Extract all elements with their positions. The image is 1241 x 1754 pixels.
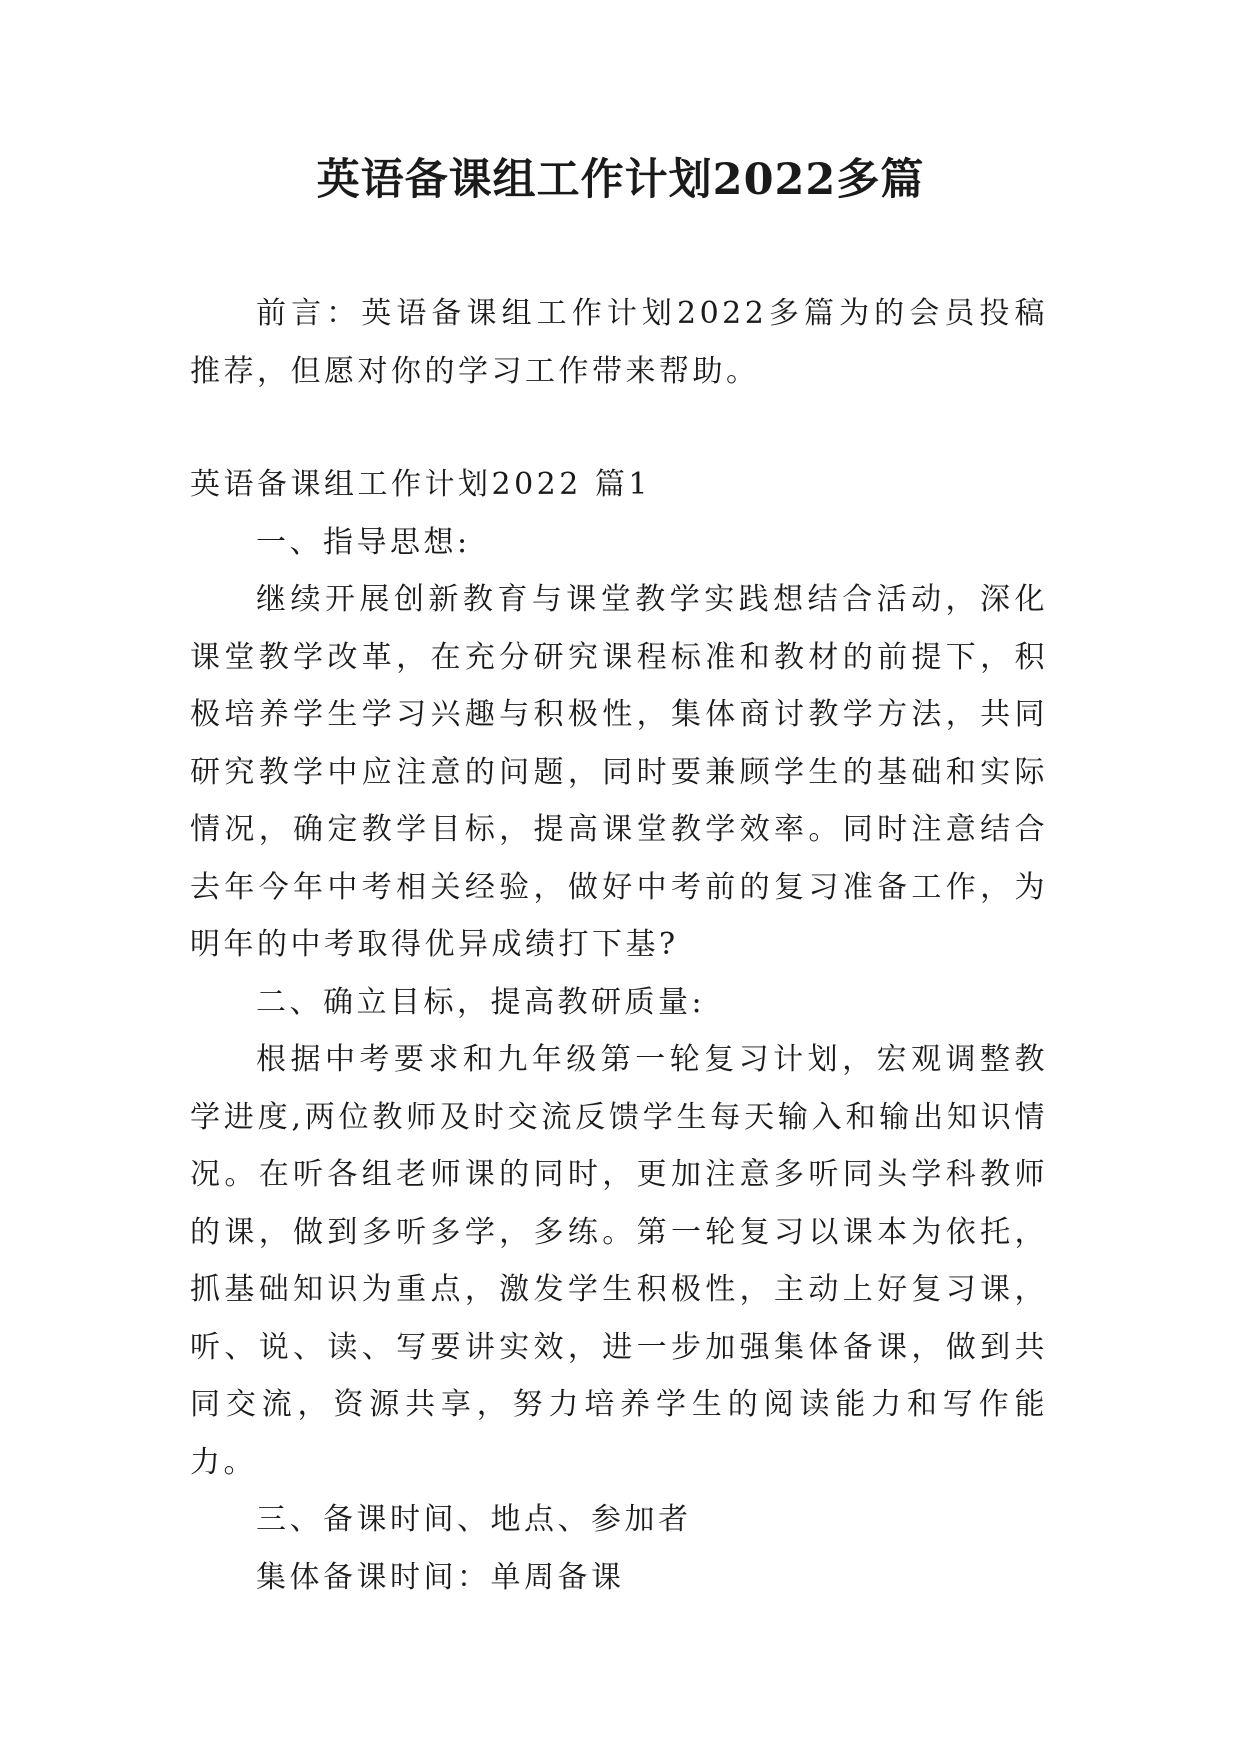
heading-goals: 二、确立目标，提高教研质量: [256,984,706,1020]
intro-paragraph: 前言：英语备课组工作计划2022多篇为的会员投稿推荐，但愿对你的学习工作带来帮助。 [190,296,1048,389]
paragraph-goals: 根据中考要求和九年级第一轮复习计划，宏观调整教学进度,两位教师及时交流反馈学生每天输入和输出知识情况。在听各组老师课的同时，更加注意多听同头学科教师的课，做到多听多学，多练。第一轮复习以课本为依托，抓基础知识为重点，激发学生积极性，主动上好复习课，听、说、读、写要讲实效，进一步加强集体备课，做到共同交流，资源共享，努力培养学生的阅读能力和写作能力。 [190,1042,1048,1480]
heading-guiding-thought: 一、指导思想: [256,524,471,560]
heading-schedule: 三、备课时间、地点、参加者 [256,1502,692,1537]
document-title: 英语备课组工作计划2022多篇 [316,155,925,205]
document-body [190,285,1048,1606]
section-heading: 英语备课组工作计划2022 篇1 [190,467,651,502]
paragraph-schedule: 集体备课时间：单周备课 [256,1559,625,1595]
paragraph-guiding-thought: 继续开展创新教育与课堂教学实践想结合活动，深化课堂教学改革，在充分研究课程标准和教材的前提下，积极培养学生学习兴趣与积极性，集体商讨教学方法，共同研究教学中应注意的问题，同时要兼顾学生的基础和实际情况，确定教学目标，提高课堂教学效率。同时注意结合去年今年中考相关经验，做好中考前的复习准备工作，为明年的中考取得优异成绩打下基? [190,582,1048,962]
